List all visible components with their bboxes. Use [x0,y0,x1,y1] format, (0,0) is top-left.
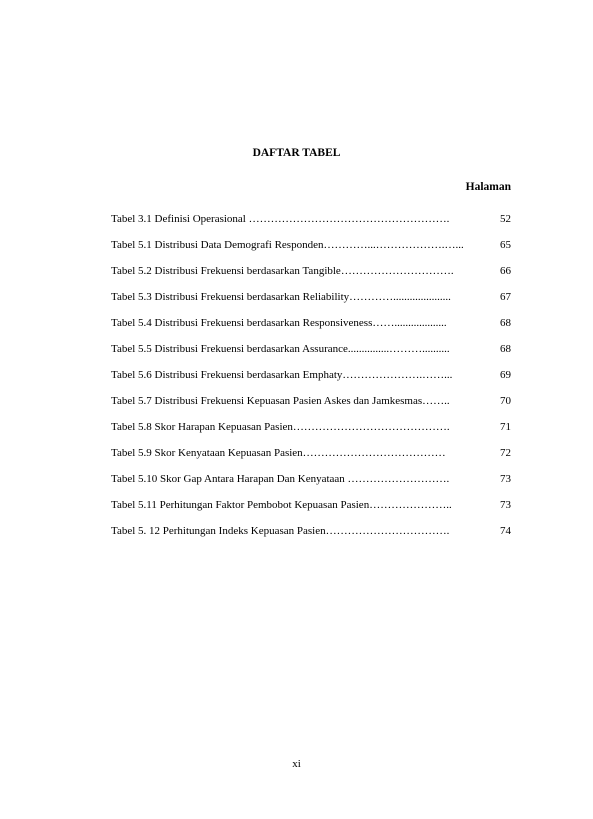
list-item [111,472,511,498]
list-item [111,264,511,290]
list-item [111,238,511,264]
entry-title: Tabel 5.3 Distribusi Frekuensi berdasarkan Reliability…………..................... [111,291,451,303]
entry-page-number: 66 [500,265,511,277]
list-item [111,394,511,420]
page-column-header: Halaman [465,181,511,193]
entry-page-number: 52 [500,213,511,225]
entry-page-number: 70 [500,395,511,407]
entry-title: Tabel 5.6 Distribusi Frekuensi berdasarkan Emphaty………………….……... [111,369,453,381]
list-item [111,420,511,446]
entry-title: Tabel 5. 12 Perhitungan Indeks Kepuasan Pasien……………………………. [111,525,450,537]
entry-page-number: 67 [500,291,511,303]
list-item [111,316,511,342]
list-item [111,290,511,316]
entry-title: Tabel 5.11 Perhitungan Faktor Pembobot Kepuasan Pasien………………….. [111,499,452,511]
entry-title: Tabel 5.5 Distribusi Frekuensi berdasarkan Assurance...............……….......... [111,343,450,355]
entry-title: Tabel 5.4 Distribusi Frekuensi berdasarkan Responsiveness……................... [111,317,447,329]
entry-page-number: 74 [500,525,511,537]
entry-title: Tabel 3.1 Definisi Operasional ………………………………………………. [111,213,450,225]
list-item [111,498,511,524]
list-item [111,212,511,238]
entry-page-number: 69 [500,369,511,381]
footer-page-number: xi [292,758,301,770]
list-item [111,446,511,472]
entry-title: Tabel 5.9 Skor Kenyataan Kepuasan Pasien………………………………… [111,447,446,459]
entry-title: Tabel 5.1 Distribusi Data Demografi Responden…………...……………….…... [111,239,464,251]
list-item [111,524,511,550]
list-item [111,342,511,368]
entry-page-number: 71 [500,421,511,433]
entry-page-number: 65 [500,239,511,251]
entry-page-number: 73 [500,499,511,511]
entry-page-number: 68 [500,317,511,329]
page-title: DAFTAR TABEL [252,147,341,159]
entry-title: Tabel 5.8 Skor Harapan Kepuasan Pasien……………………………………. [111,421,450,433]
entry-page-number: 72 [500,447,511,459]
entry-page-number: 73 [500,473,511,485]
table-of-tables-list [111,212,511,550]
entry-title: Tabel 5.7 Distribusi Frekuensi Kepuasan Pasien Askes dan Jamkesmas…….. [111,395,450,407]
entry-title: Tabel 5.2 Distribusi Frekuensi berdasarkan Tangible…………………………. [111,265,454,277]
entry-page-number: 68 [500,343,511,355]
list-item [111,368,511,394]
entry-title: Tabel 5.10 Skor Gap Antara Harapan Dan Kenyataan ………………………. [111,473,450,485]
